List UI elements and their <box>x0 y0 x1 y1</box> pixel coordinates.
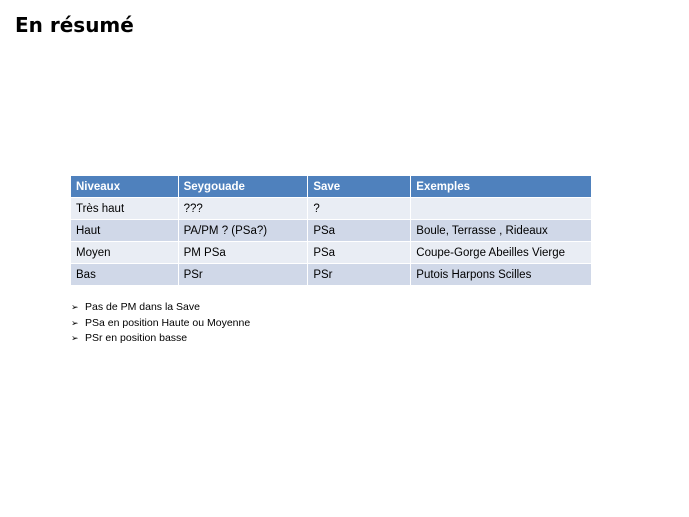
table-cell: PSr <box>308 264 411 286</box>
table-cell: PA/PM ? (PSa?) <box>178 220 308 242</box>
table-row <box>71 264 591 286</box>
header-save: Save <box>308 176 411 198</box>
table-cell: Boule, Terrasse , Rideaux <box>411 220 591 242</box>
table-cell: Coupe-Gorge Abeilles Vierge <box>411 242 591 264</box>
note-text: PSr en position basse <box>85 332 188 344</box>
header-exemples: Exemples <box>411 176 591 198</box>
table-cell: PSr <box>178 264 308 286</box>
note-text: PSa en position Haute ou Moyenne <box>85 316 251 329</box>
page-title: En résumé <box>15 13 134 37</box>
table-row <box>71 242 591 264</box>
table-cell: Haut <box>71 220 178 242</box>
header-seygouade: Seygouade <box>178 176 308 198</box>
list-item <box>71 316 250 332</box>
table-cell: PSa <box>308 242 411 264</box>
list-item <box>71 300 250 316</box>
list-item <box>71 331 250 347</box>
table-cell: Moyen <box>71 242 178 264</box>
table-cell <box>411 198 591 220</box>
table-cell: PSa <box>308 220 411 242</box>
arrow-bullet-icon: ➢ <box>71 302 79 313</box>
table-row <box>71 220 591 242</box>
table-cell: Très haut <box>71 198 178 220</box>
table-cell: Bas <box>71 264 178 286</box>
table-cell: PM PSa <box>178 242 308 264</box>
table-header-row <box>71 176 591 198</box>
summary-table <box>71 176 591 286</box>
table-cell: Putois Harpons Scilles <box>411 264 591 286</box>
note-text: Pas de PM dans la Save <box>85 301 200 313</box>
arrow-bullet-icon: ➢ <box>71 317 79 328</box>
arrow-bullet-icon: ➢ <box>71 333 79 344</box>
table-row <box>71 198 591 220</box>
table-cell: ? <box>308 198 411 220</box>
notes-list <box>71 300 250 347</box>
header-niveaux: Niveaux <box>71 176 178 198</box>
table-cell: ??? <box>178 198 308 220</box>
